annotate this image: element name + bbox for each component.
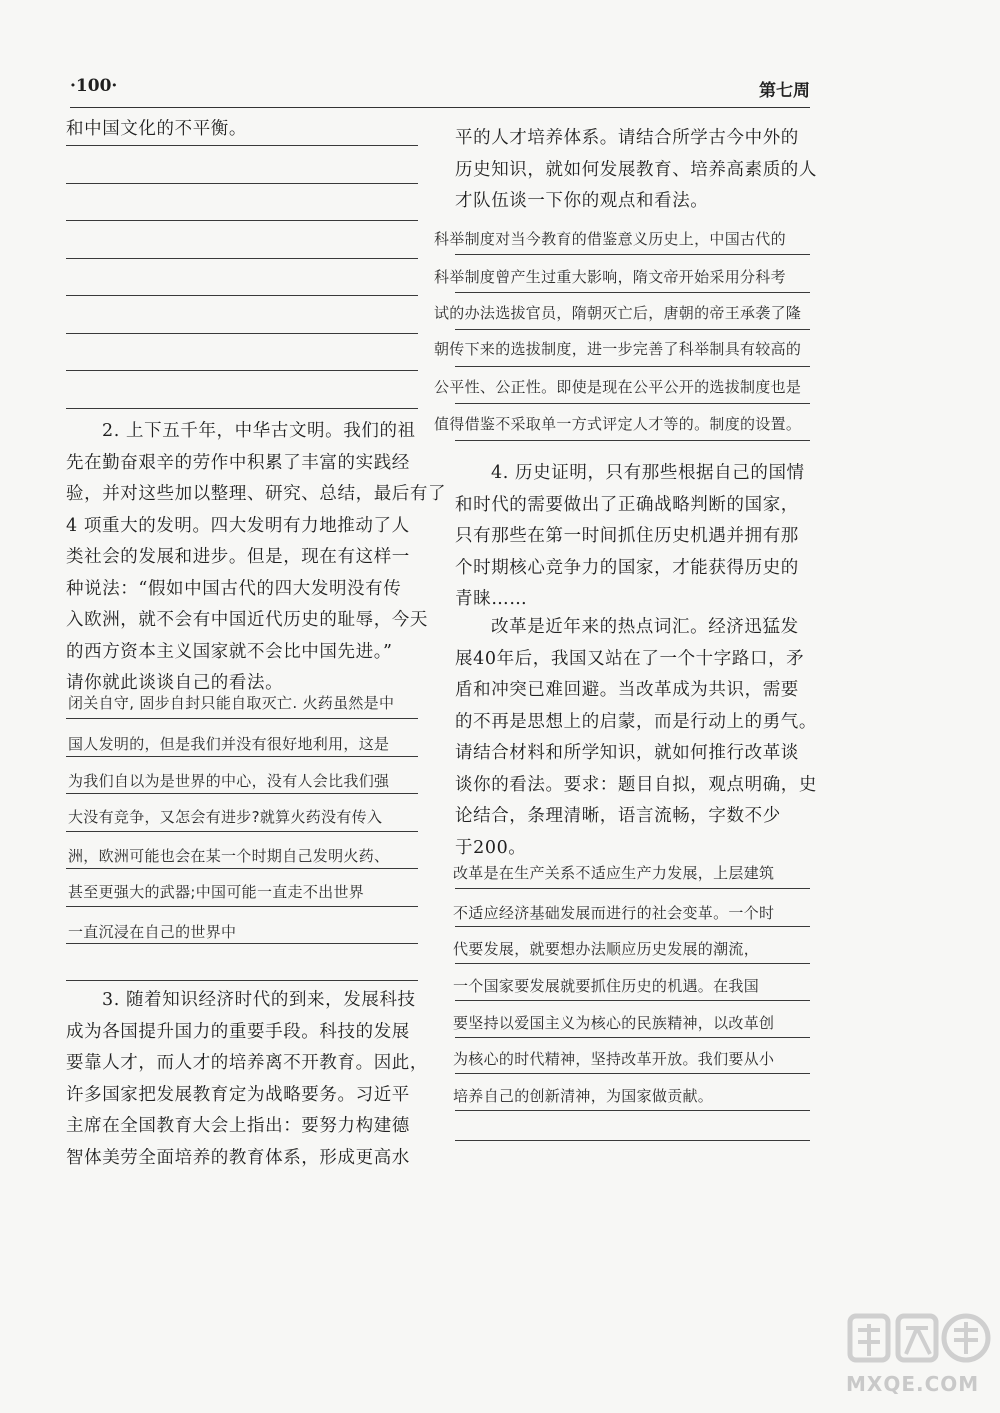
answer-line [455, 1110, 810, 1111]
answer-line [66, 370, 418, 371]
answer-line [66, 980, 418, 981]
answer-line [66, 295, 418, 296]
answer-line [455, 888, 810, 889]
answer-line [455, 254, 810, 255]
answer-line [455, 1073, 810, 1074]
answer-line [455, 403, 810, 404]
answer-line [66, 145, 418, 146]
answer-line [66, 333, 418, 334]
question-4-material: 改革是近年来的热点词汇。经济迅猛发 展40年后，我国又站在了一个十字路口，矛 盾和冲突已难回避。当改革成为共识，需要 的不再是思想上的启蒙，而是行动上的勇气。 请结合材料和所学知识，就如何推行改革谈 谈你的看法。要求：题目自拟，观点明确，史 论结合，条理清晰，语言流畅，字数不少 于200。 [455, 617, 817, 858]
answer-line [66, 831, 418, 832]
answer-line [66, 718, 418, 719]
answer-line [455, 440, 810, 441]
question-3: 3. 随着知识经济时代的到来，发展科技 成为各国提升国力的重要手段。科技的发展 要靠人才，而人才的培养离不开教育。因此， 许多国家把发展教育定为战略要务。习近平 主席在全国教育大会上指出：要努力构建德 智体美劳全面培养的教育体系，形成更高水 [66, 990, 428, 1168]
answer-line [66, 183, 418, 184]
answer-line [66, 220, 418, 221]
answer-line [455, 292, 810, 293]
week-label: 第七周 [759, 81, 810, 101]
question-4: 4. 历史证明，只有那些根据自己的国情 和时代的需要做出了正确战略判断的国家， 只有那些在第一时间抓住历史机遇并拥有那 个时期核心竞争力的国家，才能获得历史的 青睐…… [455, 463, 805, 609]
answer-line [66, 906, 418, 907]
answer-line [66, 408, 418, 409]
answer-line [66, 868, 418, 869]
question-2: 2. 上下五千年，中华古文明。我们的祖 先在勤奋艰辛的劳作中积累了丰富的实践经 验，并对这些加以整理、研究、总结，最后有了 4 项重大的发明。四大发明有力地推动了人 类社会的发展和进步。但是，现在有这样一 种说法：“假如中国古代的四大发明没有传 入欧洲，就不会有中国近代历史的耻辱，今天 的西方资本主义国家就不会比中国先进。” 请你就此谈谈自己的看法。 [66, 421, 447, 693]
answer-line [455, 1037, 810, 1038]
question-3-continued: 平的人才培养体系。请结合所学古今中外的 历史知识，就如何发展教育、培养高素质的人 才队伍谈一下你的观点和看法。 [455, 128, 817, 211]
watermark-text: MXQE.COM [846, 1372, 980, 1396]
answer-line [455, 963, 810, 964]
answer-line [66, 258, 418, 259]
answer-line [455, 1000, 810, 1001]
answer-line [455, 926, 810, 927]
answer-line [455, 366, 810, 367]
answer-line [455, 1140, 810, 1141]
answer-line [455, 329, 810, 330]
answer-line [66, 756, 418, 757]
left-cont-line: 和中国文化的不平衡。 [66, 119, 247, 139]
page-number: ·100· [70, 76, 118, 96]
answer-line [66, 943, 418, 944]
header-rule [70, 107, 810, 108]
answer-line [66, 793, 418, 794]
page-header [70, 76, 810, 106]
